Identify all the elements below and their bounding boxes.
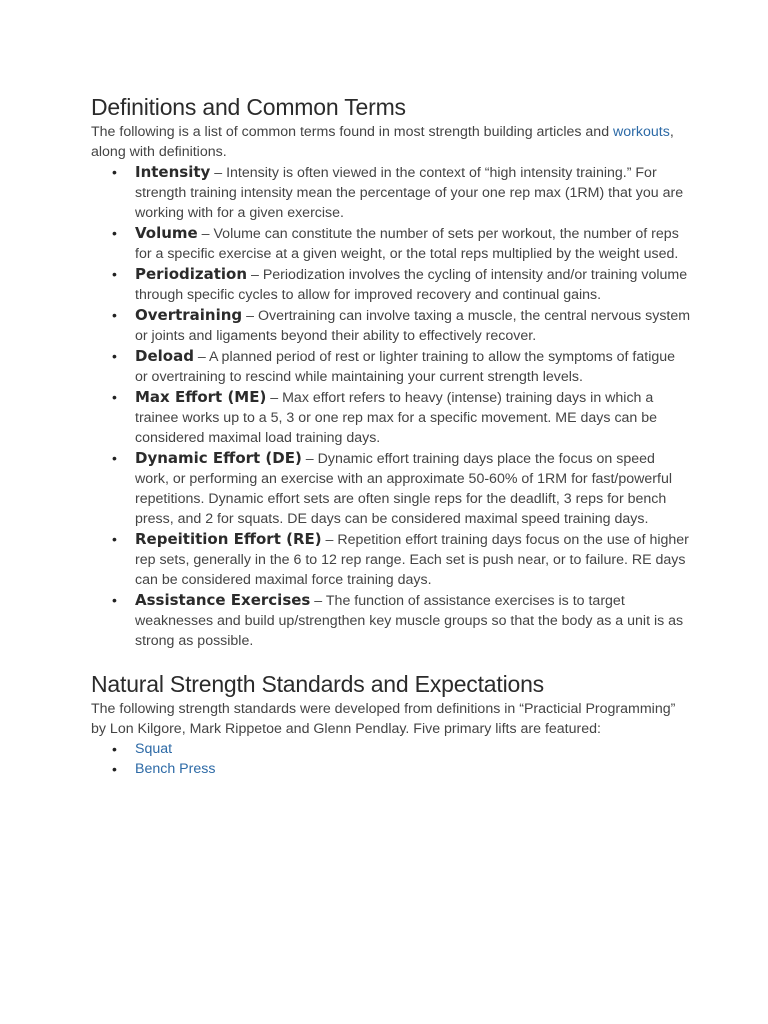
term-label: Assistance Exercises [135,591,311,609]
term-separator: – [242,308,258,324]
bullet-icon: • [112,761,117,777]
list-item [91,529,691,590]
term-separator: – [310,593,326,609]
term-label: Volume [135,224,198,242]
term-separator: – [247,267,263,283]
term-separator: – [301,451,318,467]
bench-press-link[interactable]: Bench Press [135,761,216,777]
list-item [91,305,691,346]
lifts-list [91,739,691,779]
term-separator: – [193,349,209,365]
list-item [91,448,691,529]
term-separator: – [210,165,227,181]
term-label: Dynamic Effort (DE) [135,449,302,467]
bullet-icon: • [112,266,117,282]
list-item [91,162,691,223]
section-heading-standards: Natural Strength Standards and Expectations [91,671,544,697]
term-description: The function of assistance exercises is to target weaknesses and build up/strengthen key muscle groups so that the body as a unit is as strong as possible. [135,593,684,649]
bullet-icon: • [112,531,117,547]
term-description: Repetition effort training days focus on the use of higher rep sets, generally in the 6 to 12 rep range. Each set is push near, or to failure. RE days can be considered maximal force training days. [135,532,689,588]
bullet-icon: • [112,348,117,364]
list-item [91,223,691,264]
term-description: Dynamic effort training days place the focus on speed work, or performing an exercise with an approximate 50-60% of 1RM for fast/powerful repetitions. Dynamic effort sets are often single reps for the deadlift, 3 reps for bench press, and 2 for squats. DE days can be considered maximal speed training days. [135,451,672,527]
list-item [91,759,691,779]
term-separator: – [197,226,214,242]
bullet-icon: • [112,741,117,757]
term-label: Intensity [135,163,211,181]
list-item [91,387,691,448]
list-item [91,590,691,651]
definitions-list [91,162,691,651]
term-description: Overtraining can involve taxing a muscle, the central nervous system or joints and ligaments beyond their ability to effectively recover. [135,308,691,344]
list-item [91,346,691,387]
term-separator: – [266,390,283,406]
term-separator: – [321,532,338,548]
standards-intro: The following strength standards were developed from definitions in “Practicial Programming” by Lon Kilgore, Mark Rippetoe and Glenn Pendlay. Five primary lifts are featured: [91,701,676,737]
bullet-icon: • [112,164,117,180]
term-description: Max effort refers to heavy (intense) training days in which a trainee works up to a 5, 3 or one rep max for a specific movement. ME days can be considered maximal load training days. [135,390,658,446]
document-page [91,92,691,779]
section-heading-definitions: Definitions and Common Terms [91,94,406,120]
intro-text-before: The following is a list of common terms found in most strength building articles and [91,124,614,140]
term-label: Repeitition Effort (RE) [135,530,322,548]
term-label: Max Effort (ME) [135,388,267,406]
term-description: A planned period of rest or lighter training to allow the symptoms of fatigue or overtraining to rescind while maintaining your current strength levels. [135,349,676,385]
list-item [91,739,691,759]
term-label: Periodization [135,265,248,283]
term-description: Intensity is often viewed in the context of “high intensity training.” For strength training intensity mean the percentage of your one rep max (1RM) that you are working with for a given exercise. [135,165,684,221]
bullet-icon: • [112,592,117,608]
bullet-icon: • [112,307,117,323]
bullet-icon: • [112,450,117,466]
bullet-icon: • [112,225,117,241]
list-item [91,264,691,305]
definitions-intro [91,122,691,162]
squat-link[interactable]: Squat [135,741,173,757]
term-description: Volume can constitute the number of sets per workout, the number of reps for a specific exercise at a given weight, or the total reps multiplied by the weight used. [135,226,679,262]
workouts-link[interactable]: workouts [613,124,670,140]
term-label: Deload [135,347,194,365]
term-description: Periodization involves the cycling of intensity and/or training volume through specific cycles to allow for improved recovery and continual gains. [135,267,688,303]
term-label: Overtraining [135,306,243,324]
bullet-icon: • [112,389,117,405]
intro-text-after: , along with definitions. [91,124,674,160]
